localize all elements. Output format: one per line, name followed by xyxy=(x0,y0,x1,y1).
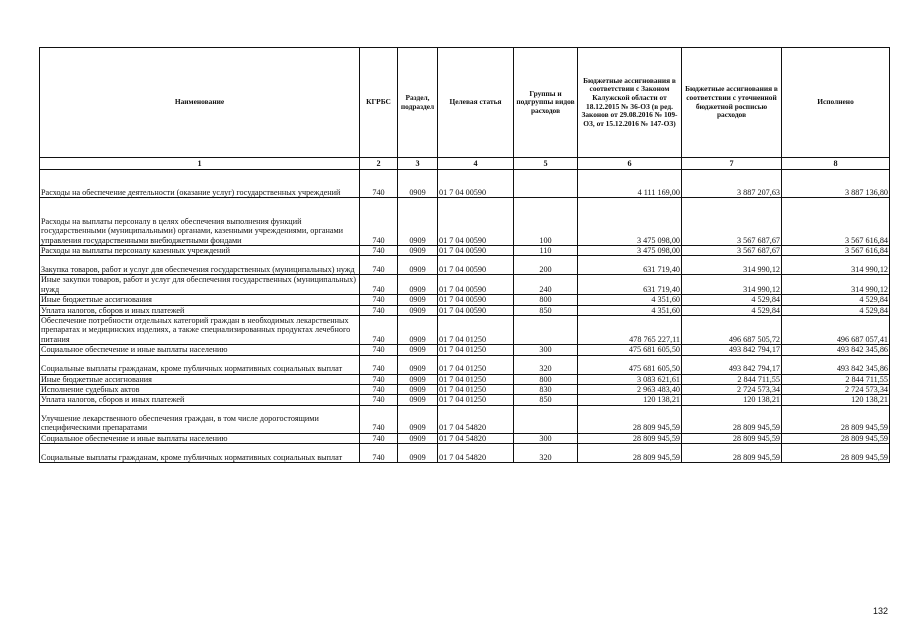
row-name: Социальное обеспечение и иные выплаты населению xyxy=(40,345,360,355)
row-budget-revised: 493 842 794,17 xyxy=(682,355,782,374)
header-section: Раздел, подраздел xyxy=(398,48,438,158)
row-group: 240 xyxy=(514,275,578,295)
row-target: 01 7 04 00590 xyxy=(438,170,514,198)
row-kgrbs: 740 xyxy=(360,170,398,198)
row-name: Иные бюджетные ассигнования xyxy=(40,374,360,384)
table-row xyxy=(40,355,890,374)
row-budget-revised: 314 990,12 xyxy=(682,256,782,275)
row-kgrbs: 740 xyxy=(360,405,398,433)
row-budget-law: 478 765 227,11 xyxy=(578,316,682,345)
row-section: 0909 xyxy=(398,433,438,443)
table-row xyxy=(40,316,890,345)
table-row xyxy=(40,275,890,295)
row-target: 01 7 04 00590 xyxy=(438,305,514,315)
column-number: 3 xyxy=(398,158,438,170)
header-groups: Группы и подгруппы видов расходов xyxy=(514,48,578,158)
row-group xyxy=(514,405,578,433)
row-group: 320 xyxy=(514,355,578,374)
row-section: 0909 xyxy=(398,246,438,256)
row-section: 0909 xyxy=(398,256,438,275)
row-section: 0909 xyxy=(398,405,438,433)
table-row xyxy=(40,246,890,256)
table-body xyxy=(40,170,890,463)
row-target: 01 7 04 54820 xyxy=(438,433,514,443)
row-executed: 4 529,84 xyxy=(782,305,890,315)
row-budget-revised: 3 567 687,67 xyxy=(682,246,782,256)
row-budget-law: 28 809 945,59 xyxy=(578,433,682,443)
row-target: 01 7 04 01250 xyxy=(438,345,514,355)
row-group xyxy=(514,316,578,345)
row-name: Уплата налогов, сборов и иных платежей xyxy=(40,305,360,315)
row-target: 01 7 04 00590 xyxy=(438,256,514,275)
row-name: Иные закупки товаров, работ и услуг для обеспечения государственных (муниципальных) нужд xyxy=(40,275,360,295)
row-section: 0909 xyxy=(398,444,438,463)
row-section: 0909 xyxy=(398,355,438,374)
table-row xyxy=(40,198,890,246)
row-executed: 493 842 345,86 xyxy=(782,345,890,355)
row-name: Обеспечение потребности отдельных категорий граждан в необходимых лекарственных препаратах и медицинских изделиях, а также специализированных продуктах лечебного питания xyxy=(40,316,360,345)
row-budget-law: 3 083 621,61 xyxy=(578,374,682,384)
table-row xyxy=(40,374,890,384)
row-budget-revised: 496 687 505,72 xyxy=(682,316,782,345)
header-kgrbs: КГРБС xyxy=(360,48,398,158)
row-budget-revised: 2 844 711,55 xyxy=(682,374,782,384)
row-name: Расходы на выплаты персоналу в целях обеспечения выполнения функций государственными (муниципальными) органами, казенными учреждениями, органами управления государственными внебюджетными фондами xyxy=(40,198,360,246)
row-executed: 3 887 136,80 xyxy=(782,170,890,198)
column-number: 6 xyxy=(578,158,682,170)
row-target: 01 7 04 00590 xyxy=(438,295,514,305)
row-executed: 120 138,21 xyxy=(782,395,890,405)
row-budget-law: 3 475 098,00 xyxy=(578,198,682,246)
row-budget-revised: 493 842 794,17 xyxy=(682,345,782,355)
row-group: 850 xyxy=(514,305,578,315)
row-executed: 4 529,84 xyxy=(782,295,890,305)
row-kgrbs: 740 xyxy=(360,246,398,256)
budget-table xyxy=(39,47,890,463)
row-budget-law: 4 351,60 xyxy=(578,295,682,305)
header-budget-revised: Бюджетные ассигнования в соответствии с уточненной бюджетной росписью расходов xyxy=(682,48,782,158)
row-target: 01 7 04 00590 xyxy=(438,275,514,295)
row-budget-revised: 2 724 573,34 xyxy=(682,385,782,395)
row-section: 0909 xyxy=(398,385,438,395)
row-executed: 3 567 616,84 xyxy=(782,198,890,246)
row-executed: 28 809 945,59 xyxy=(782,444,890,463)
row-name: Закупка товаров, работ и услуг для обеспечения государственных (муниципальных) нужд xyxy=(40,256,360,275)
header-row xyxy=(40,48,890,158)
row-budget-law: 3 475 098,00 xyxy=(578,246,682,256)
table-row xyxy=(40,395,890,405)
header-name: Наименование xyxy=(40,48,360,158)
row-executed: 314 990,12 xyxy=(782,256,890,275)
row-group: 300 xyxy=(514,345,578,355)
row-kgrbs: 740 xyxy=(360,374,398,384)
row-kgrbs: 740 xyxy=(360,305,398,315)
row-executed: 28 809 945,59 xyxy=(782,433,890,443)
row-target: 01 7 04 01250 xyxy=(438,374,514,384)
row-group: 300 xyxy=(514,433,578,443)
row-kgrbs: 740 xyxy=(360,385,398,395)
row-budget-revised: 3 887 207,63 xyxy=(682,170,782,198)
row-name: Социальное обеспечение и иные выплаты населению xyxy=(40,433,360,443)
row-target: 01 7 04 01250 xyxy=(438,395,514,405)
row-target: 01 7 04 01250 xyxy=(438,316,514,345)
row-group: 110 xyxy=(514,246,578,256)
row-group: 800 xyxy=(514,295,578,305)
row-group xyxy=(514,170,578,198)
row-group: 100 xyxy=(514,198,578,246)
row-budget-revised: 4 529,84 xyxy=(682,305,782,315)
row-section: 0909 xyxy=(398,374,438,384)
row-executed: 2 724 573,34 xyxy=(782,385,890,395)
row-kgrbs: 740 xyxy=(360,355,398,374)
table-row xyxy=(40,170,890,198)
row-kgrbs: 740 xyxy=(360,433,398,443)
row-group: 800 xyxy=(514,374,578,384)
column-number: 8 xyxy=(782,158,890,170)
row-section: 0909 xyxy=(398,345,438,355)
row-section: 0909 xyxy=(398,295,438,305)
row-name: Уплата налогов, сборов и иных платежей xyxy=(40,395,360,405)
row-budget-revised: 3 567 687,67 xyxy=(682,198,782,246)
table-row xyxy=(40,385,890,395)
row-budget-revised: 314 990,12 xyxy=(682,275,782,295)
row-budget-law: 4 111 169,00 xyxy=(578,170,682,198)
row-budget-revised: 28 809 945,59 xyxy=(682,405,782,433)
row-executed: 28 809 945,59 xyxy=(782,405,890,433)
row-section: 0909 xyxy=(398,395,438,405)
row-target: 01 7 04 01250 xyxy=(438,355,514,374)
row-target: 01 7 04 54820 xyxy=(438,444,514,463)
row-section: 0909 xyxy=(398,316,438,345)
row-budget-law: 2 963 483,40 xyxy=(578,385,682,395)
column-number-row xyxy=(40,158,890,170)
row-executed: 314 990,12 xyxy=(782,275,890,295)
row-section: 0909 xyxy=(398,170,438,198)
row-section: 0909 xyxy=(398,198,438,246)
column-number: 1 xyxy=(40,158,360,170)
row-section: 0909 xyxy=(398,305,438,315)
row-group: 850 xyxy=(514,395,578,405)
column-number: 2 xyxy=(360,158,398,170)
row-section: 0909 xyxy=(398,275,438,295)
row-budget-law: 4 351,60 xyxy=(578,305,682,315)
row-group: 200 xyxy=(514,256,578,275)
row-executed: 3 567 616,84 xyxy=(782,246,890,256)
table-row xyxy=(40,305,890,315)
header-target: Целевая статья xyxy=(438,48,514,158)
table-row xyxy=(40,345,890,355)
row-name: Расходы на обеспечение деятельности (оказание услуг) государственных учреждений xyxy=(40,170,360,198)
row-budget-law: 28 809 945,59 xyxy=(578,444,682,463)
row-name: Улучшение лекарственного обеспечения граждан, в том числе дорогостоящими специфическими препаратами xyxy=(40,405,360,433)
column-number: 4 xyxy=(438,158,514,170)
row-group: 320 xyxy=(514,444,578,463)
table-row xyxy=(40,256,890,275)
row-kgrbs: 740 xyxy=(360,345,398,355)
header-executed: Исполнено xyxy=(782,48,890,158)
row-name: Исполнение судебных актов xyxy=(40,385,360,395)
row-target: 01 7 04 01250 xyxy=(438,385,514,395)
row-kgrbs: 740 xyxy=(360,316,398,345)
row-name: Социальные выплаты гражданам, кроме публичных нормативных социальных выплат xyxy=(40,444,360,463)
header-budget-law: Бюджетные ассигнования в соответствии с Законом Калужской области от 18.12.2015 № 36-ОЗ (в ред. Законов от 29.08.2016 № 109-ОЗ, от 15.12.2016 № 147-ОЗ) xyxy=(578,48,682,158)
column-number: 7 xyxy=(682,158,782,170)
row-budget-revised: 28 809 945,59 xyxy=(682,444,782,463)
row-budget-law: 120 138,21 xyxy=(578,395,682,405)
row-budget-law: 475 681 605,50 xyxy=(578,345,682,355)
row-executed: 493 842 345,86 xyxy=(782,355,890,374)
row-kgrbs: 740 xyxy=(360,198,398,246)
row-executed: 2 844 711,55 xyxy=(782,374,890,384)
row-executed: 496 687 057,41 xyxy=(782,316,890,345)
row-group: 830 xyxy=(514,385,578,395)
column-number: 5 xyxy=(514,158,578,170)
row-target: 01 7 04 00590 xyxy=(438,198,514,246)
row-kgrbs: 740 xyxy=(360,275,398,295)
row-budget-revised: 28 809 945,59 xyxy=(682,433,782,443)
row-budget-law: 631 719,40 xyxy=(578,256,682,275)
row-kgrbs: 740 xyxy=(360,395,398,405)
row-name: Расходы на выплаты персоналу казенных учреждений xyxy=(40,246,360,256)
row-budget-revised: 4 529,84 xyxy=(682,295,782,305)
row-kgrbs: 740 xyxy=(360,256,398,275)
table-row xyxy=(40,444,890,463)
table-row xyxy=(40,295,890,305)
row-budget-revised: 120 138,21 xyxy=(682,395,782,405)
row-target: 01 7 04 54820 xyxy=(438,405,514,433)
row-name: Иные бюджетные ассигнования xyxy=(40,295,360,305)
row-kgrbs: 740 xyxy=(360,295,398,305)
table-row xyxy=(40,405,890,433)
row-name: Социальные выплаты гражданам, кроме публичных нормативных социальных выплат xyxy=(40,355,360,374)
row-kgrbs: 740 xyxy=(360,444,398,463)
table-row xyxy=(40,433,890,443)
page-number: 132 xyxy=(872,606,888,616)
row-budget-law: 631 719,40 xyxy=(578,275,682,295)
row-budget-law: 28 809 945,59 xyxy=(578,405,682,433)
row-budget-law: 475 681 605,50 xyxy=(578,355,682,374)
row-target: 01 7 04 00590 xyxy=(438,246,514,256)
